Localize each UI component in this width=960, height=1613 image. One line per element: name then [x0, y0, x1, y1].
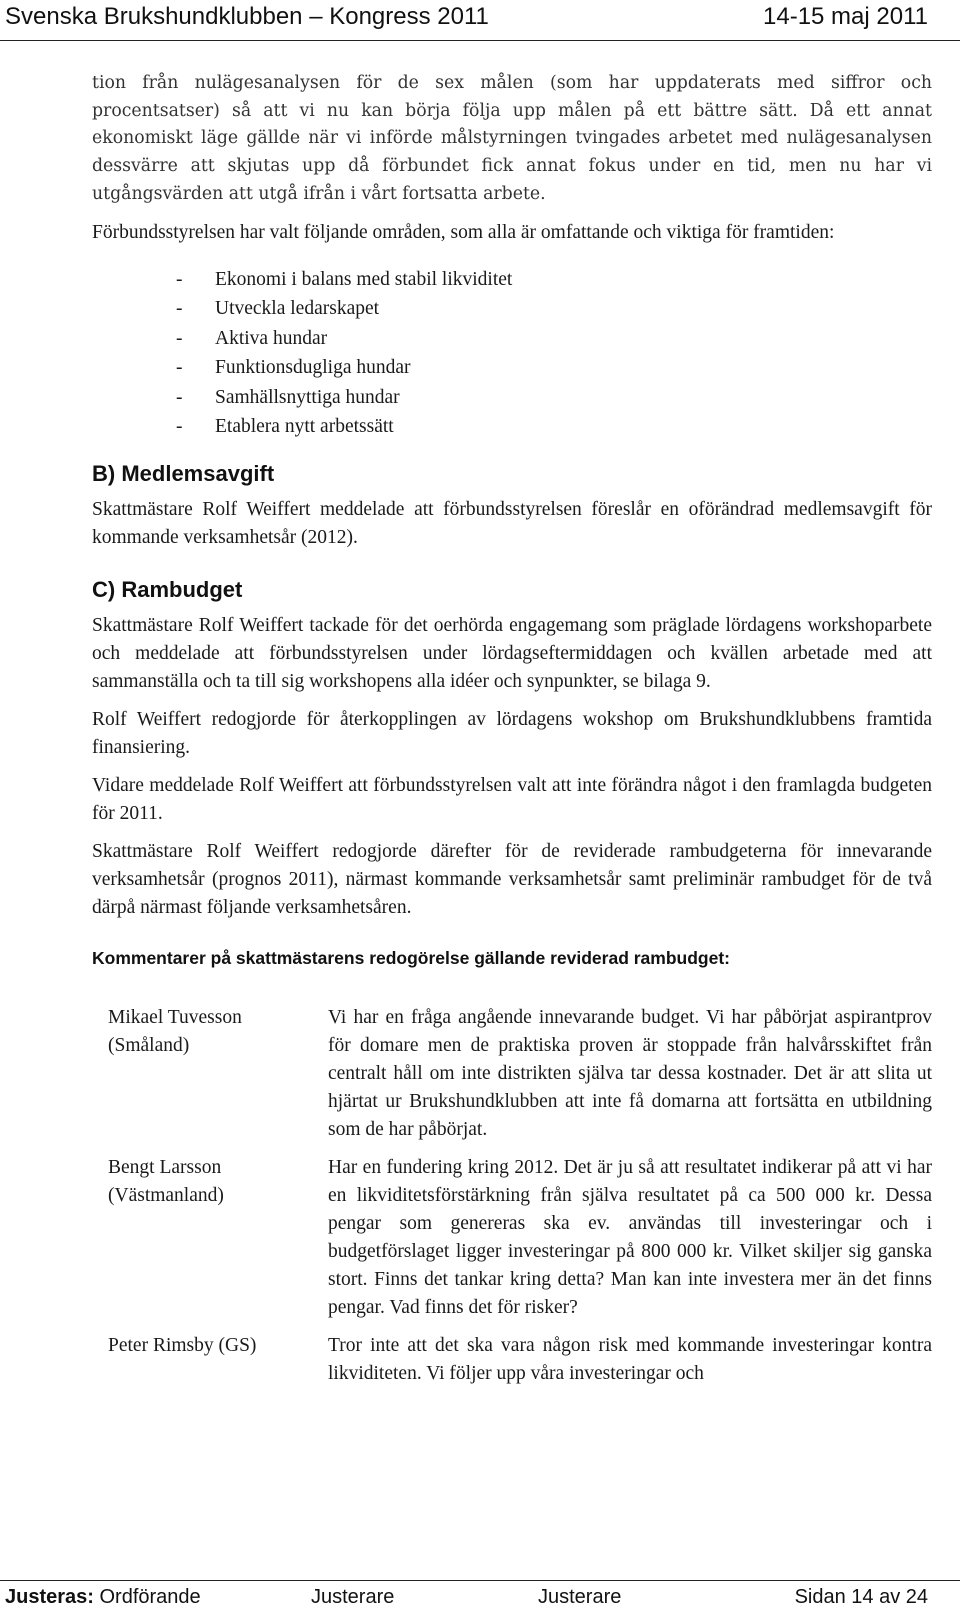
intro-paragraph: tion från nulägesanalysen för de sex målen (som har uppdaterats med siffror och procentsatser) så att vi nu kan börja följa upp målen på ett bättre sätt. Då ett annat ekonomiskt läge gällde när vi införde målstyrningen tvingades arbetet med nulägesanalysen dessvärre att skjutas upp då förbundet fick annat fokus under en tid, men nu har vi utgångsvärden att utgå ifrån i vårt fortsatta arbete. — [92, 73, 932, 204]
section-b-heading: B) Medlemsavgift — [92, 461, 275, 487]
list-item: - Aktiva hundar — [176, 327, 328, 349]
speaker-name: Bengt Larsson — [108, 1157, 222, 1179]
comment-row — [92, 1332, 932, 1388]
comment-speaker — [92, 1154, 328, 1322]
comments-list — [92, 1004, 932, 1388]
comment-row — [92, 1154, 932, 1322]
footer-justerare-1: Justerare — [311, 1586, 395, 1608]
footer-page-number: Sidan 14 av 24 — [794, 1586, 928, 1608]
areas-lead: Förbundsstyrelsen har valt följande områden, som alla är omfattande och viktiga för framtiden: — [92, 221, 835, 243]
footer-divider — [0, 1580, 960, 1581]
section-c-paragraph: Vidare meddelade Rolf Weiffert att förbundsstyrelsen valt att inte förändra något i den framlagda budgeten för 2011. — [92, 775, 932, 825]
document-body — [92, 70, 932, 1388]
section-c-paragraph: Skattmästare Rolf Weiffert tackade för det oerhörda engagemang som präglade lördagens workshoparbete och meddelade att förbundsstyrelsen under lördagseftermiddagen och kvällen arbetade med att sammanställa och ta till sig workshopens alla idéer och synpunkter, se bilaga 9. — [92, 615, 932, 693]
focus-areas-list — [92, 265, 932, 443]
comment-text: Har en fundering kring 2012. Det är ju så att resultatet indikerar på att vi har en likviditetsförstärkning från själva resultatet på ca 500 000 kr. Dessa pengar som genereras ska ev. användas till investeringar och i budgetförslaget ligger investeringar på 800 000 kr. Vilket skiljer sig ganska stort. Finns det tankar kring detta? Man kan inte investera mer än det finns pengar. Vad finns det för risker? — [328, 1157, 932, 1319]
header-title: Svenska Brukshundklubben – Kongress 2011 — [5, 3, 489, 30]
section-c-paragraph: Skattmästare Rolf Weiffert redogjorde därefter för de reviderade rambudgeterna för innevarande verksamhetsår (prognos 2011), närmast kommande verksamhetsår samt preliminär rambudget för de två därpå närmast följande verksamhetsåren. — [92, 841, 932, 919]
speaker-region: (Västmanland) — [108, 1185, 224, 1207]
list-item: - Funktionsdugliga hundar — [176, 357, 411, 379]
comment-speaker — [92, 1332, 328, 1388]
list-item: - Ekonomi i balans med stabil likviditet — [176, 268, 513, 290]
list-item: - Samhällsnyttiga hundar — [176, 386, 400, 408]
section-c-heading: C) Rambudget — [92, 577, 243, 603]
speaker-name: Peter Rimsby (GS) — [108, 1335, 257, 1357]
ordforande-label: Ordförande — [99, 1586, 201, 1608]
footer-justeras — [5, 1586, 201, 1609]
comments-heading: Kommentarer på skattmästarens redogörelse gällande reviderad rambudget: — [92, 948, 730, 969]
justeras-label: Justeras: — [5, 1586, 94, 1608]
comment-row — [92, 1004, 932, 1144]
footer-justerare-2: Justerare — [538, 1586, 622, 1608]
comment-speaker — [92, 1004, 328, 1144]
comment-text: Vi har en fråga angående innevarande budget. Vi har påbörjat aspirantprov för domare men de praktiska proven är stoppade från halvårsskiftet från centralt håll om inte distrikten själva tar dessa kostnader. Det är att slita ut hjärtat ur Brukshundklubben att inte få domarna att fortsätta en utbildning som de har påbörjat. — [328, 1007, 932, 1141]
comment-text: Tror inte att det ska vara någon risk med kommande investeringar kontra likviditeten. Vi följer upp våra investeringar och — [328, 1335, 932, 1385]
section-b-text: Skattmästare Rolf Weiffert meddelade att förbundsstyrelsen föreslår en oförändrad medlemsavgift för kommande verksamhetsår (2012). — [92, 499, 932, 549]
header-date: 14-15 maj 2011 — [763, 3, 928, 30]
section-c-paragraph: Rolf Weiffert redogjorde för återkopplingen av lördagens wokshop om Brukshundklubbens framtida finansiering. — [92, 709, 932, 759]
list-item: - Utveckla ledarskapet — [176, 298, 380, 320]
speaker-name: Mikael Tuvesson — [108, 1007, 242, 1029]
speaker-region: (Småland) — [108, 1035, 190, 1057]
page-header — [0, 0, 960, 38]
list-item: - Etablera nytt arbetssätt — [176, 416, 394, 438]
header-divider — [0, 40, 960, 41]
